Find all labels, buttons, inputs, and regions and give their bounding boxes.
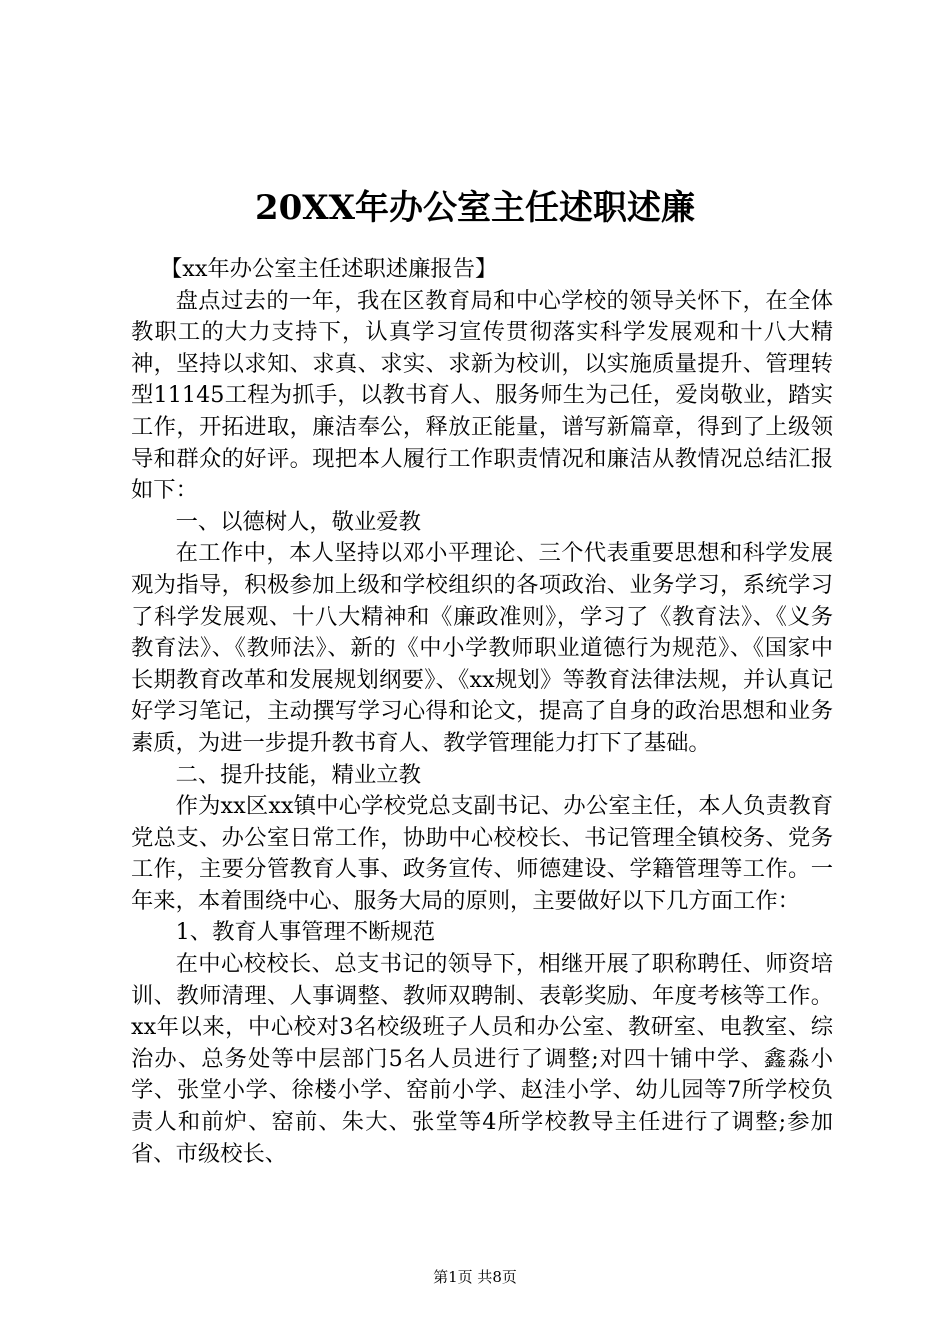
paragraph-subsection-1: 在中心校校长、总支书记的领导下，相继开展了职称聘任、师资培训、教师清理、人事调整、教师双聘制、表彰奖励、年度考核等工作。xx年以来，中心校对3名校级班子人员和办公室、教研室、电教室、综治办、总务处等中层部门5名人员进行了调整;对四十铺中学、鑫淼小学、张堂小学、徐楼小学、窑前小学、赵洼小学、幼儿园等7所学校负责人和前炉、窑前、朱大、张堂等4所学校教导主任进行了调整;参加省、市级校长、: [131, 951, 833, 1167]
paragraph-section-1: 在工作中，本人坚持以邓小平理论、三个代表重要思想和科学发展观为指导，积极参加上级和学校组织的各项政治、业务学习，系统学习了科学发展观、十八大精神和《廉政准则》，学习了《教育法》、《义务教育法》、《教师法》、新的《中小学教师职业道德行为规范》、《国家中长期教育改革和发展规划纲要》、《xx规划》等教育法律法规，并认真记好学习笔记，主动撰写学习心得和论文，提高了自身的政治思想和业务素质，为进一步提升教书育人、教学管理能力打下了基础。: [131, 540, 833, 756]
paragraph-intro: 盘点过去的一年，我在区教育局和中心学校的领导关怀下，在全体教职工的大力支持下，认真学习宣传贯彻落实科学发展观和十八大精神，坚持以求知、求真、求实、求新为校训，以实施质量提升、管理转型11145工程为抓手，以教书育人、服务师生为己任，爱岗敬业，踏实工作，开拓进取，廉洁奉公，释放正能量，谱写新篇章，得到了上级领导和群众的好评。现把本人履行工作职责情况和廉洁从教情况总结汇报如下：: [131, 287, 833, 504]
page-number-footer: 第1页 共8页: [433, 1268, 517, 1286]
report-heading: 【xx年办公室主任述职述廉报告】: [159, 256, 498, 282]
paragraph-section-2: 作为xx区xx镇中心学校党总支副书记、办公室主任，本人负责教育党总支、办公室日常工作，协助中心校校长、书记管理全镇校务、党务工作，主要分管教育人事、政务宣传、师德建设、学籍管理等工作。一年来，本着围绕中心、服务大局的原则，主要做好以下几方面工作：: [131, 793, 833, 914]
section-heading-1: 一、以德树人，敬业爱教: [175, 508, 421, 535]
document-body: [131, 254, 833, 1170]
document-title: 20XX年办公室主任述职述廉: [254, 188, 696, 228]
subsection-heading-1: 1、教育人事管理不断规范: [175, 919, 436, 946]
section-heading-2: 二、提升技能，精业立教: [175, 761, 421, 788]
